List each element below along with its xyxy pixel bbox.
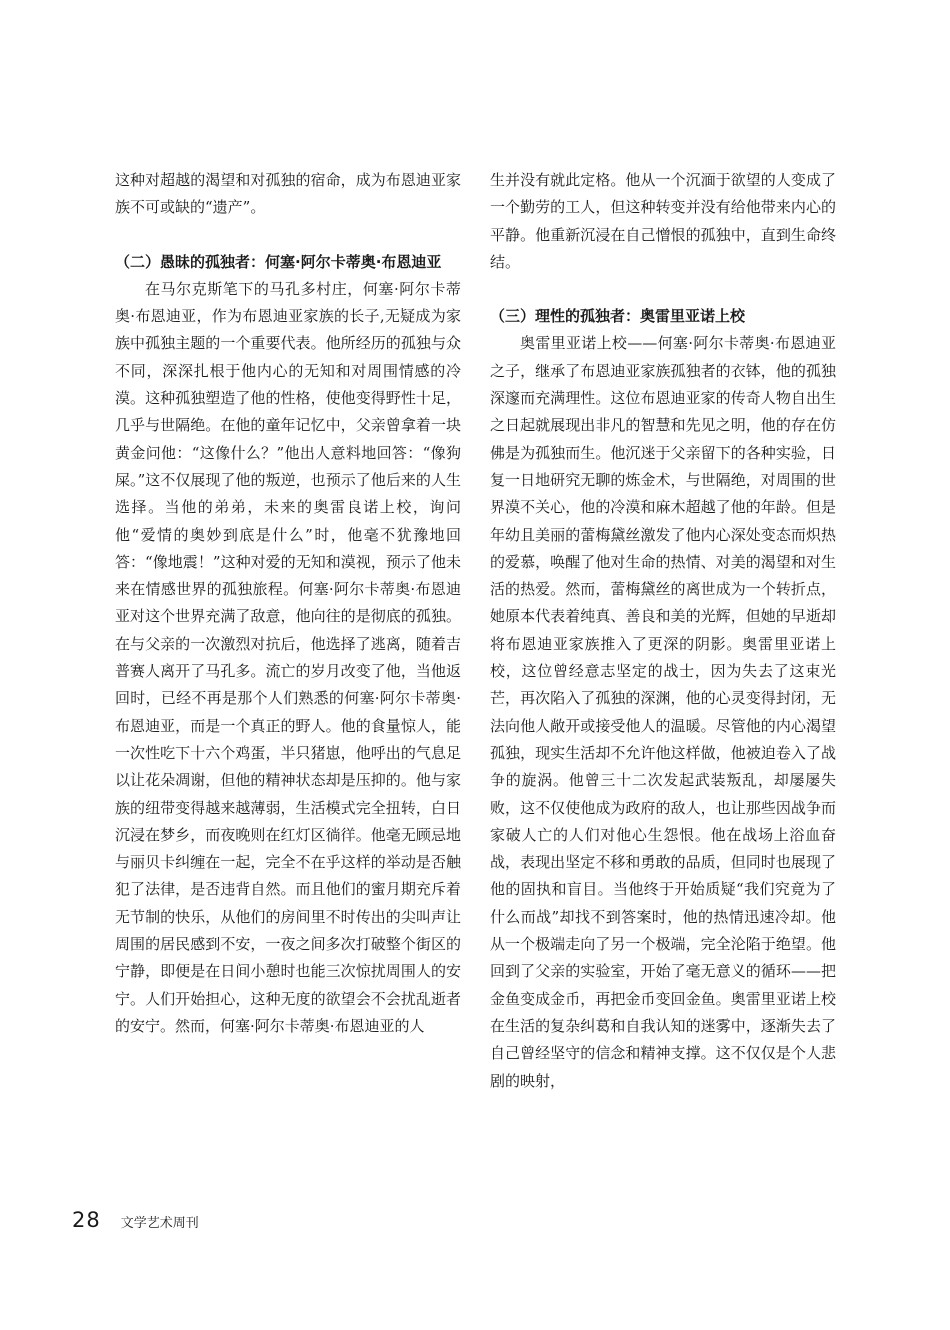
intro-paragraph: 这种对超越的渴望和对孤独的宿命，成为布恩迪亚家族不可或缺的“遗产”。 — [115, 171, 461, 217]
section-gap — [490, 276, 836, 303]
journal-name: 文学艺术周刊 — [120, 1216, 199, 1231]
section2-paragraph: 在马尔克斯笔下的马孔多村庄，何塞·阿尔卡蒂奥·布恩迪亚，作为布恩迪亚家族的长子,无疑成为家族中孤独主题的一个重要代表。他所经历的孤独与众不同，深深扎根于他内心的无知和对周围情感的冷漠。这种孤独塑造了他的性格，使他变得野性十足，几乎与世隔绝。在他的童年记忆中，父亲曾拿着一块黄金问他：“这像什么？”他出人意料地回答：“像狗屎。”这不仅展现了他的叛逆，也预示了他后来的人生选择。当他的弟弟，未来的奥雷良诺上校，询问他“爱情的奥妙到底是什么”时，他毫不犹豫地回答：“像地震！”这种对爱的无知和漠视，预示了他未来在情感世界的孤独旅程。何塞·阿尔卡蒂奥·布恩迪亚对这个世界充满了敌意，他向往的是彻底的孤独。在与父亲的一次激烈对抗后，他选择了逃离，随着吉普赛人离开了马孔多。流亡的岁月改变了他，当他返回时，已经不再是那个人们熟悉的何塞·阿尔卡蒂奥·布恩迪亚，而是一个真正的野人。他的食量惊人，能一次性吃下十六个鸡蛋，半只猪崽，他呼出的气息足以让花朵凋谢，但他的精神状态却是压抑的。他与家族的纽带变得越来越薄弱，生活模式完全扭转，白日沉浸在梦乡，而夜晚则在红灯区徜徉。他毫无顾忌地与丽贝卡纠缠在一起，完全不在乎这样的举动是否触犯了法律，是否违背自然。而且他们的蜜月期充斥着无节制的快乐，从他们的房间里不时传出的尖叫声让周围的居民感到不安，一夜之间多次打破整个街区的宁静，即便是在日间小憩时也能三次惊扰周围人的安宁。人们开始担心，这种无度的欲望会不会扰乱逝者的安宁。然而，何塞·阿尔卡蒂奥·布恩迪亚的人 — [115, 279, 461, 1035]
right-column — [490, 167, 836, 1095]
section3-paragraph: 奥雷里亚诺上校——何塞·阿尔卡蒂奥·布恩迪亚之子，继承了布恩迪亚家族孤独者的衣钵，他的孤独深邃而充满理性。这位布恩迪亚家的传奇人物自出生之日起就展现出非凡的智慧和先见之明，他的存在仿佛是为孤独而生。他沉迷于父亲留下的各种实验，日复一日地研究无聊的炼金术，与世隔绝，对周围的世界漠不关心，他的冷漠和麻木超越了他的年龄。但是年幼且美丽的蕾梅黛丝激发了他内心深处变态而炽热的爱慕，唤醒了他对生命的热情、对美的渴望和对生活的热爱。然而，蕾梅黛丝的离世成为一个转折点，她原本代表着纯真、善良和美的光辉，但她的早逝却将布恩迪亚家族推入了更深的阴影。奥雷里亚诺上校，这位曾经意志坚定的战士，因为失去了这束光芒，再次陷入了孤独的深渊，他的心灵变得封闭，无法向他人敞开或接受他人的温暖。尽管他的内心渴望孤独，现实生活却不允许他这样做，他被迫卷入了战争的旋涡。他曾三十二次发起武装叛乱，却屡屡失败，这不仅使他成为政府的敌人，也让那些因战争而家破人亡的人们对他心生怨恨。他在战场上浴血奋战，表现出坚定不移和勇敢的品质，但同时也展现了他的固执和盲目。当他终于开始质疑“我们究竟为了什么而战”却找不到答案时，他的热情迅速冷却。他从一个极端走向了另一个极端，完全沦陷于绝望。他回到了父亲的实验室，开始了毫无意义的循环——把金鱼变成金币，再把金币变回金鱼。奥雷里亚诺上校在生活的复杂纠葛和自我认知的迷雾中，逐渐失去了自己曾经坚守的信念和精神支撑。这不仅仅是个人悲剧的映射， — [490, 334, 836, 1090]
section3-heading: （三）理性的孤独者：奥雷里亚诺上校 — [490, 307, 746, 326]
left-column — [115, 167, 461, 1040]
continuation-paragraph: 生并没有就此定格。他从一个沉湎于欲望的人变成了一个勤劳的工人，但这种转变并没有给他带来内心的平静。他重新沉浸在自己憎恨的孤独中，直到生命终结。 — [490, 171, 836, 271]
page-number: 28 — [72, 1208, 101, 1232]
page-footer — [72, 1208, 199, 1232]
section2-heading: （二）愚昧的孤独者：何塞·阿尔卡蒂奥·布恩迪亚 — [115, 252, 442, 271]
section-gap — [115, 222, 461, 249]
